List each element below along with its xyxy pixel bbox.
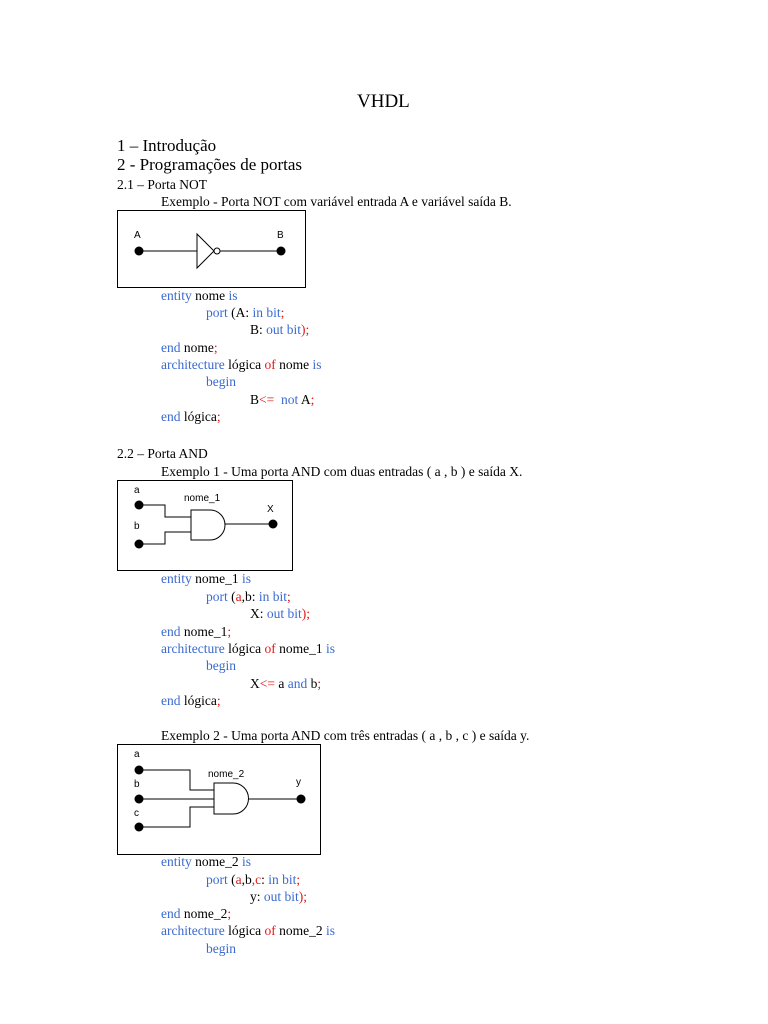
not-input-terminal [135,247,144,256]
code-keyword: end [161,409,181,424]
code-line [206,941,236,957]
code-operator: ; [227,906,232,921]
code-line [161,288,238,304]
code-line [206,374,236,390]
code-operator: of [264,641,276,656]
code-operator: ; [296,872,301,887]
code-text [274,392,281,407]
code-line [161,693,221,709]
and2-gate-body [214,783,249,814]
and1-terminal-x [269,520,278,529]
code-keyword: is [312,357,322,372]
and-example2-caption: Exemplo 2 - Uma porta AND com três entradas ( a , b , c ) e saída y. [161,728,530,743]
code-operator: ; [287,589,291,604]
code-keyword: out bit [266,606,302,621]
section-heading-introducao: 1 – Introdução [117,136,217,155]
code-keyword: begin [206,941,236,956]
not-example-caption: Exemplo - Porta NOT com variável entrada A e variável saída B. [161,194,512,209]
code-text: ( [227,589,236,604]
code-keyword: is [242,854,252,869]
code-keyword: end [161,906,181,921]
and2-input-a-label: a [134,749,140,760]
code-text: nome_2 [191,854,242,869]
and-gate-2-svg [118,745,319,853]
and2-terminal-y [297,795,306,804]
code-text: lógica [224,357,265,372]
code-operator: ; [310,392,315,407]
code-line [161,571,251,587]
code-text: ( [227,872,236,887]
and1-input-b-label: b [134,521,140,532]
code-text: lógica [180,693,217,708]
and2-input-c-label: c [134,808,139,819]
code-text: nome [180,340,214,355]
code-keyword: is [242,571,252,586]
code-text: nome_2 [180,906,228,921]
code-operator: ,c [251,872,262,887]
code-text: nome_2 [275,923,326,938]
code-keyword: is [325,923,335,938]
code-keyword: and [287,676,308,691]
code-keyword: in bit [252,305,281,320]
code-keyword: end [161,340,181,355]
code-text: y: [250,889,264,904]
not-output-label: B [277,230,284,241]
and-gate-1-svg [118,481,291,569]
and1-terminal-b [135,540,144,549]
code-keyword: entity [161,854,192,869]
code-line [161,854,251,870]
code-text: nome_1 [275,641,326,656]
and1-gate-label: nome_1 [184,493,221,504]
code-text: a [274,676,288,691]
and-gate-diagram-1 [117,480,293,571]
and2-terminal-b [135,795,144,804]
code-operator: ; [317,676,322,691]
code-text: nome_1 [180,624,228,639]
and-example1-caption: Exemplo 1 - Uma porta AND com duas entradas ( a , b ) e saída X. [161,464,523,479]
code-keyword: port [206,872,228,887]
code-keyword: begin [206,374,236,389]
code-line [161,340,218,356]
code-line [206,589,291,605]
not-gate-diagram [117,210,306,288]
and1-gate-body [191,510,225,540]
code-line [206,658,236,674]
code-line [161,409,221,425]
and2-gate-label: nome_2 [208,769,245,780]
code-operator: <= [259,676,275,691]
code-keyword: architecture [161,641,225,656]
code-operator: of [264,357,276,372]
code-line [161,624,231,640]
code-text: nome_1 [191,571,242,586]
code-line [250,392,314,408]
code-keyword: architecture [161,357,225,372]
code-keyword: port [206,589,228,604]
code-keyword: out bit [266,322,302,337]
and1-output-label: X [267,504,274,515]
code-keyword: architecture [161,923,225,938]
code-keyword: is [325,641,335,656]
code-text: nome [191,288,229,303]
and1-terminal-a [135,501,144,510]
code-text: b [307,676,318,691]
code-keyword: in bit [268,872,297,887]
code-operator: ; [216,409,221,424]
code-text: ,b: [241,589,259,604]
and1-wire-a [139,505,191,517]
code-operator: ; [213,340,218,355]
and2-wire-a [139,770,214,790]
and2-terminal-a [135,766,144,775]
code-text: lógica [180,409,217,424]
code-operator: ; [227,624,232,639]
code-keyword: out bit [263,889,299,904]
subsection-heading-not: 2.1 – Porta NOT [117,177,207,192]
and1-wire-b [139,532,191,544]
and2-wire-c [139,807,214,827]
code-operator: ; [280,305,285,320]
code-text: B: [250,322,267,337]
code-keyword: entity [161,571,192,586]
code-text: X [250,676,260,691]
code-text: : [261,872,269,887]
code-operator: ; [216,693,221,708]
and1-input-a-label: a [134,485,140,496]
not-output-terminal [277,247,286,256]
code-keyword: end [161,693,181,708]
code-operator: a [235,872,242,887]
section-heading-programacoes: 2 - Programações de portas [117,155,303,174]
code-line [161,923,335,939]
not-gate-svg [118,211,304,286]
code-text: lógica [224,641,265,656]
and-gate-diagram-2 [117,744,321,855]
code-keyword: begin [206,658,236,673]
code-operator: of [264,923,276,938]
code-text: ,b [241,872,252,887]
code-line [206,305,284,321]
not-input-label: A [134,230,141,241]
code-operator: ); [301,322,310,337]
code-line [250,322,309,338]
and2-output-label: y [296,777,301,788]
code-text: ( [227,305,236,320]
code-keyword: in bit [258,589,288,604]
code-keyword: not [281,392,299,407]
code-operator: a [235,589,242,604]
code-keyword: port [206,305,228,320]
code-text: B [250,392,260,407]
code-keyword: is [228,288,238,303]
code-line [161,906,231,922]
page-title: VHDL [357,91,410,112]
code-text: X: [250,606,267,621]
code-keyword: entity [161,288,192,303]
code-line [250,889,307,905]
not-gate-bubble [214,248,220,254]
code-text: A [298,392,311,407]
code-operator: ); [298,889,308,904]
code-text: nome [275,357,313,372]
code-keyword: end [161,624,181,639]
and2-terminal-c [135,823,144,832]
code-operator: ); [301,606,311,621]
code-operator: <= [259,392,275,407]
code-text: A: [235,305,253,320]
code-line [250,606,310,622]
subsection-heading-and: 2.2 – Porta AND [117,446,208,461]
code-line [250,676,321,692]
code-line [161,357,321,373]
and2-input-b-label: b [134,779,140,790]
code-text: lógica [224,923,265,938]
not-gate-triangle [197,234,214,268]
code-line [206,872,300,888]
code-line [161,641,335,657]
